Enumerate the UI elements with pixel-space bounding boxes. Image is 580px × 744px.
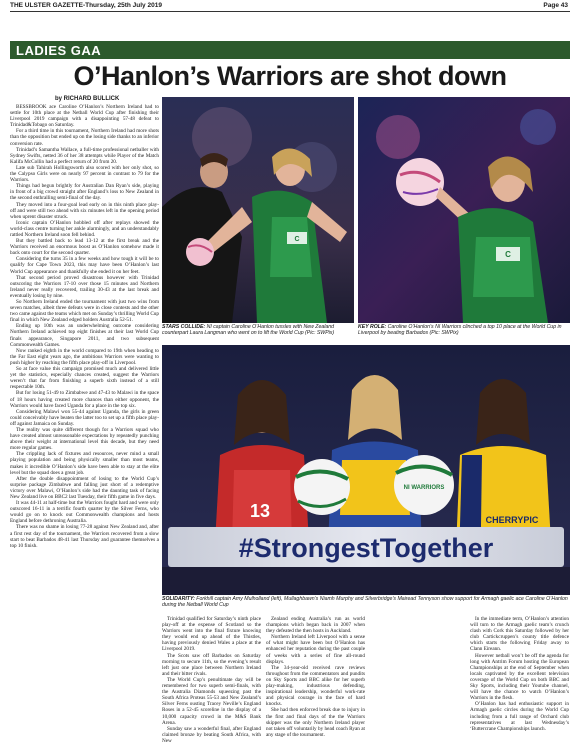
page-header [0,0,580,13]
headline: O’Hanlon’s Warriors are shot down [73,61,507,91]
paragraph: O’Hanlon has had enthusiastic support in Armagh gaelic circles during the World Cup including from a full range of Orchard club representatives at last Wednesday’s ‘Buttercrane Championships launch. [470,701,569,732]
caption-right-lead: KEY ROLE: [358,324,387,330]
caption-bottom [162,596,570,616]
paragraph: Considering Malawi won 55-44 against Uganda, the girls in green could conceivably have beaten the latter too to set up a fifth place play-off against Jamaica on Sunday. [10,408,159,427]
caption-right [358,324,570,344]
paragraph: She had then enforced break due to injury in the first and final days of the the Warriors skipper was the only Northern Ireland player not taken off voluntarily by head coach Ryan at any stage of the tournament. [266,707,365,738]
paragraph: Now ranked eighth in the world compared to 19th when heading to the Far East eight years ago, the ambitious Warriors were wanting to push higher by reaching the fifth place play-off in Liverpool. [10,347,159,366]
paragraph: Iconic captain O’Hanlon hobbled off after replays showed the world-class centre turning her ankle alarmingly, and an understandably rattled Northern Ireland soon fell behind. [10,219,159,238]
shirt-number: 13 [249,501,271,521]
paragraph: It was 44-11 at half-time but the Warriors fought hard and were only outscored 16-11 in a terrific fourth quarter by the Silver Ferns, who would go on to knock out Commonwealth champions and hosts England before dethroning Australia. [10,500,159,525]
paragraph: In the immediate term, O’Hanlon’s attention will turn to the Armagh gaelic team’s crunch clash with Cork this Saturday followed by her club Cartickcruppen’s county title defence which starts the following Friday away to Clann Eireann. [470,616,569,653]
byline: by RICHARD BULLICK [55,96,120,102]
svg-text:C: C [294,236,300,243]
svg-text:C: C [505,250,511,259]
paragraph: Things had begun brightly for Australian Dan Ryan’s side, playing in front of a big crowd straight after England’s loss to New Zealand in the second enthralling semi-final of the day. [10,183,159,202]
paragraph: So at face value this campaign promised much and delivered little yet the statistics, especially chances created, suggest the Warriors weren’t that far from finishing a superb sixth instead of a still respectable 10th. [10,366,159,391]
paragraph: The 34-year-old received rave reviews throughout from the commentators and pundits on Sky Sports and BBC alike for her superb play-making, industrious defending, inspirational leadership, wonderful work-rate and physical courage in the face of hard knocks. [266,664,365,708]
paragraph: Northern Ireland left Liverpool with a sense of what might have been but O’Hanlon has enhanced her reputation during the past couple of weeks with a series of fine all-round displays. [266,634,365,665]
paragraph: The World Cup’s penultimate day will be remembered for two superb semi-finals, with the Australia Diamonds squeezing past the South Africa Proteas 55-53 and New Zealand’s Silver Ferns ousting Tracey Neville’s England Roses in a 52-45 scoreline in the display of a 10,000 capacity crowd in the M&S Bank Arena. [162,676,261,726]
header-rule [10,11,570,12]
caption-bottom-text: Forkhill captain Amy Mulholland (left), Mullaghbawn’s Niamh Murphy and Silverbridge’s Mairead Tennyson show support for Armagh gaelic ace Caroline O’Hanlon during the Netball World Cup [162,596,568,609]
article-column-4 [470,616,569,732]
paragraph: Trinidad qualified for Saturday’s ninth place play-off at the expense of Scotland so the Warriors went into the final fixture knowing they would end up ahead of the Thistles, having previously denied Wales a place at the Liverpool 2019. [162,616,261,653]
paragraph: For a third time in this tournament, Northern Ireland had more shots than the opposition but ended up on the losing side thanks to an inferior conversion rate. [10,128,159,147]
paragraph: The Scots saw off Barbados on Saturday morning to secure 11th, so the evening’s result left just one place between Northern Ireland and their bitter rivals. [162,652,261,677]
paragraph: Trinidad’s Samantha Wallace, a full-time professional netballer with Sydney Swifts, netted 36 of her 38 attempts while Player of the Match Kalifa McCollin had a perfect return of 20 from 20. [10,146,159,165]
caption-bottom-lead: SOLIDARITY: [162,596,195,602]
paragraph: However netball won’t be off the agenda for long with Antrim Forum hosting the European Championships at the end of September when locals captivated by the excellent television coverage of the World Cup on both BBC and Sky Sports, including their Youtube channel, will have the chance to watch O’Hanlon’s Warriors in the flesh. [470,652,569,702]
caption-left-lead: STARS COLLIDE: [162,324,206,330]
sponsor-text: CHERRYPIC [485,515,539,525]
paragraph: The crippling lack of fixtures and resources, never mind a small playing population and being physically smaller than most teams, makes it incredible O’Hanlon’s side have been able to stay at the elite level but the squad does a great job. [10,451,159,476]
paragraph: Sunday saw a wonderful final, after England claimed bronze by beating South Africa, with New [162,725,261,744]
paragraph: BESSBROOK ace Caroline O’Hanlon’s Northern Ireland had to settle for 10th place at the Netball World Cup after finishing their Liverpool 2019 campaign with a disappointing 57-48 defeat to Trinidad&Tobago on Saturday. [10,104,159,129]
section-label: LADIES GAA [16,43,102,58]
newspaper-dateline: THE ULSTER GAZETTE-Thursday, 25th July 2019 [10,2,162,9]
paragraph: That second period proved disastrous however with Trinidad outscoring the Warriors 17-10 over those 15 minutes and Northern Ireland never really recovered, trailing 30-43 at the last break and eventually losing by nine. [10,274,159,299]
photo-stars-collide [162,97,354,323]
paragraph: There was no shame in losing 77-28 against New Zealand and, after a first rest day of the tournament, the Warriors recovered from a slow start to beat Barbados 48-41 last Thursday and guarantee themselves a top 10 finish. [10,524,159,549]
paragraph: They moved into a four-goal lead early on in this ninth place play-off and were still two ahead with six minutes left in the opening period when uprent disaster struck. [10,201,159,220]
article-column-1 [10,104,159,724]
players-support-photo [162,345,570,595]
photo-solidarity [162,345,570,595]
paragraph: Considering the turns 35 in a few weeks and how tough it will be to qualify for Cape Town 2023, this may have been O’Hanlon’s last World Cup appearance and thankfully she ended it on her feet. [10,256,159,275]
paragraph: After the double disappointment of losing to the World Cup’s surprise package Zimbabwe and falling just short of a redemptive victory over Malawi, O’Hanlon’s side had the daunting task of facing New Zealand live on BBC2 last Tuesday, their fifth game in five days. [10,475,159,500]
paragraph: Ending up 10th was an underwhelming outcome considering Northern Ireland achieved top eight finishes at their last World Cup finals appearance, Singapore 2011, and two subsequent Commonwealth Games. [10,323,159,348]
paragraph: But for losing 51-49 to Zimbabwe and 47-43 to Malawi in the space of 18 hours having created more chances than either opponent, the Warriors would have faced Uganda for a place in the top six. [10,390,159,409]
paragraph: Late sub Tahirah Hollingsworth also scored with her only shot, so the Calypso Girls were on nearly 97 percent in contrast to 79 for the Warriors. [10,164,159,184]
paragraph: So Northern Ireland ended the tournament with just two wins from seven matches, albeit three defeats were in close contests and the other two came against the teams which met on Sunday’s thrilling World Cup final in which New Zealand edged holders Australia 52-51. [10,299,159,324]
caption-left-text: NI captain Caroline O’Hanlon tussles with New Zealand counterpart Laura Langman who went on to lift the World Cup (Pic: SWPix) [162,324,335,337]
netball-action-photo-2 [358,97,570,323]
caption-left [162,324,354,344]
article-column-3 [266,616,365,738]
paragraph: The reality was quite different though for a Warriors squad who have created almost unreasonable expectations by repeatedly punching above their weight at international level this decade, but they need more regular games. [10,426,159,452]
article-column-2 [162,616,261,744]
ball-text: NI WARRIORS [403,485,445,491]
hashtag-banner: #StrongestTogether [238,533,494,563]
paragraph: But they battled back to lead 13-12 at the first break and the Warriors received an enormous boost as O’Hanlon somehow made it back onto court for the second quarter. [10,238,159,257]
netball-action-photo-1 [162,97,354,323]
paragraph: Zealand ending Australia’s run as world champions which began back in 2007 when they defeated the then hosts in Auckland. [266,616,365,635]
page-number: Page 43 [543,2,568,9]
photo-key-role [358,97,570,323]
caption-right-text: Caroline O’Hanlon’s NI Warriors clinched a top 10 place at the World Cup in Liverpool by beating Barbados (Pic: SWPix) [358,324,562,337]
